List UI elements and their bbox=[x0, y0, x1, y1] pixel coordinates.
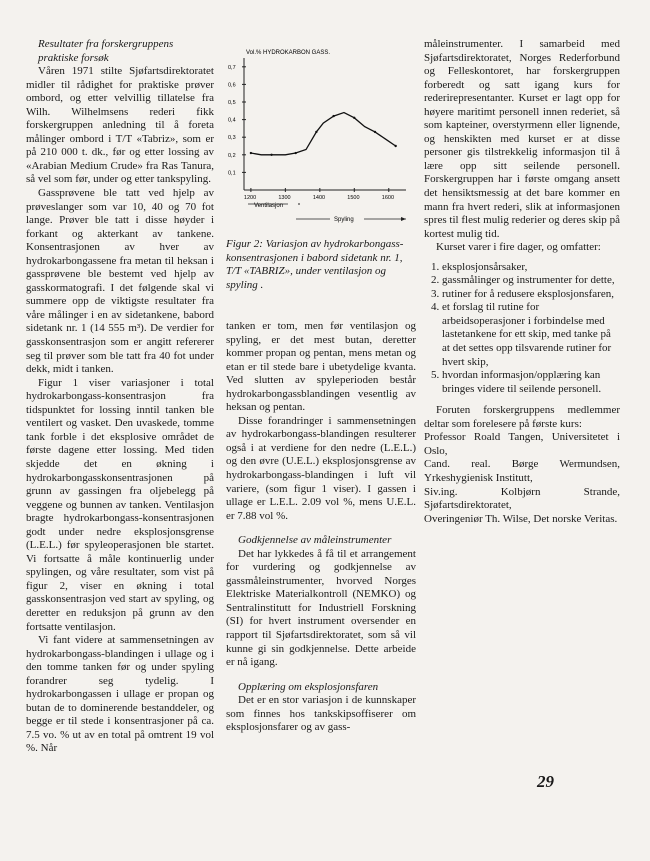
column-3 bbox=[424, 38, 620, 526]
column-1 bbox=[26, 38, 214, 756]
paragraph: Figur 1 viser variasjoner i total hydrokarbongass-konsentrasjon fra tidspunktet for lossing inntil tanken ble ventilert og vasket. Den uvaskede, tomme tank forble i det eksplosive området de første dagene etter lossing. Med tiden skjedde det en økning i hydrokarbongasskonsentrasjonen på grunn av gassingen fra oljebelegg på veggene og bunnen av tanken. Ventilasjon bragte hydrokarbongass-konsentrasjonen godt under nedre eksplosjonsgrense (L.E.L.) før spyleoperasjonen ble startet. Vi fortsatte å måle kontinuerlig under spylingen, og våre resultater, som vist på figur 2, viser en økning i total gasskonsentrasjon ved start av spyling, og deretter en reduksjon på grunn av den fortsatte ventilasjon. bbox=[26, 376, 214, 633]
section-heading: Resultater fra forskergruppens bbox=[38, 38, 174, 50]
section-heading: Godkjennelse av måleinstrumenter bbox=[238, 534, 392, 547]
y-tick-label: 0,1 bbox=[228, 170, 236, 177]
ventilasjon-label: Ventilasjon bbox=[254, 203, 284, 209]
x-tick-label: 1600 bbox=[381, 195, 395, 201]
x-tick-label: 1400 bbox=[312, 195, 326, 201]
list-item: 4. et forslag til rutine for arbeidsoperasjoner i forbindelse med lastetankene for ett skip, med tanke på at det settes opp tilsvarende rutiner for hvert skip, bbox=[442, 301, 620, 369]
data-point bbox=[295, 152, 297, 154]
data-point bbox=[315, 131, 317, 133]
data-point bbox=[270, 154, 272, 156]
y-axis-label: Vol.% HYDROKARBON GASS. bbox=[246, 50, 331, 56]
data-point bbox=[374, 131, 376, 133]
paragraph: måleinstrumenter. I samarbeid med Sjøfartsdirektoratet, Norges Rederforbund og Felleskontoret, har forskergruppen forberedt og satt igang kurs for rederirepresentanter. Kurset er lagt opp for høyere maritimt personell innen rederiet, så som kapteiner, overstyrmenn eller lignende, og henskikten med kurset er at disse personer gis tilstrekkelig informasjon til å lære opp sitt seilende personell. Forskergruppen har i første omgang ansett det hensiktsmessig at det bare kommer en mann fra hvert rederi, slik at informasjonen spres til flest mulig rederier og deres skip på kortest mulig tid. bbox=[424, 38, 620, 240]
paragraph: tanken er tom, men før ventilasjon og spyling, er det mest butan, deretter kommer propan og pentan, mens metan og etan er til stede bare i ubetydelige kvanta. Ved slutten av spyleperioden består hydrokarbongassblandingen vesentlig av heksan og pentan. bbox=[226, 320, 416, 414]
data-point bbox=[394, 145, 396, 147]
paragraph: Disse forandringer i sammensetningen av hydrokarbongass-blandingen resulterer også i at verdiene for den nedre (L.E.L.) og den øvre (U.E.L.) eksplosjonsgrense av hydrokarbongass-blandingen i luft vil variere, (som figur 1 viser). I gassen i ullage er L.E.L. 2.09 vol %, mens U.E.L. er 7.88 vol %. bbox=[226, 414, 416, 522]
column-2 bbox=[226, 320, 416, 735]
y-tick-label: 0,6 bbox=[228, 82, 236, 89]
paragraph: Vi fant videre at sammensetningen av hydrokarbongass-blandingen i ullage og i den tomme tanken før og under spyling forandrer seg tydelig. I hydrokarbongassen i ullage er propan og butan de to dominerende bestanddeler, og begge er til stede i konsentrasjoner på ca. 7.5 vo. % ut av en total på omtrent 19 vol %. Når bbox=[26, 634, 214, 755]
paragraph: Det har lykkedes å få til et arrangement for vurdering og godkjennelse av gassmåleinstrumenter, hvorved Norges Elektriske Materialkontroll (NEMKO) og Sentralinstitutt for Industriell Forskning (SI) for hvert instrument oversender en rapport til Sjøfartsdirektoratet, som så vil kunne gi sin godkjennelse. Dette arbeide er nå igang. bbox=[226, 547, 416, 669]
paragraph: Det er en stor variasjon i de kunnskaper som finnes hos tankskipsoffiserer om eksplosjonsfarer og av gass- bbox=[226, 694, 416, 734]
list-item: 3. rutiner for å redusere eksplosjonsfaren, bbox=[442, 288, 620, 302]
y-tick-label: 0,2 bbox=[228, 152, 236, 159]
lecturer-item: Overingeniør Th. Wilse, Det norske Veritas. bbox=[424, 512, 618, 525]
paragraph: Gassprøvene ble tatt ved hjelp av prøveslanger som var 10, 40 og 70 fot lange. Prøver ble tatt i disse høyder i forkant og akterkant av tankene. Konsentrasjonen av hver av hydrokarbongassene fra metan til heksan i gassprøvene ble bestemt ved hjelp av gasskormatografi. I det følgende skal vi summere opp de viktigste resultater fra våre målinger i en av sidetankene, babord sidetank nr. 1 (14 555 m³). De verdier for gasskonsentrasjon som er angitt refererer seg til prøver som ble tatt fra 40 fot under dekk, midt i tanken. bbox=[26, 187, 214, 376]
data-point bbox=[353, 117, 355, 119]
course-topics-list bbox=[424, 261, 620, 396]
x-tick-label: 1200 bbox=[243, 195, 257, 201]
data-point bbox=[250, 152, 252, 154]
x-tick-label: 1500 bbox=[347, 195, 360, 201]
figure-2 bbox=[226, 38, 416, 233]
list-item: 1. eksplosjonsårsaker, bbox=[442, 261, 620, 275]
section-heading-cont: praktiske forsøk bbox=[38, 51, 109, 64]
page-number: 29 bbox=[537, 772, 554, 791]
y-tick-label: 0,7 bbox=[228, 64, 236, 71]
data-point bbox=[332, 115, 334, 117]
paragraph: Foruten forskergruppens medlemmer deltar som forelesere på første kurs: bbox=[424, 404, 620, 430]
section-heading: Opplæring om eksplosjonsfaren bbox=[238, 680, 379, 693]
x-tick-label: 1300 bbox=[278, 195, 291, 201]
paragraph: Våren 1971 stilte Sjøfartsdirektoratet midler til rådighet for praktiske prøver ombord, og etter velvillig tillatelse fra Wilh. Wilhelmsens rederi fikk forskergruppen anledning til å foreta målinger ombord i T/T «Tabriz», som er på 210 000 t. dk., før og etter lossing av «Arabian Medium Crude» fra Ras Tanura, så vel som før, under og etter tankspyling. bbox=[26, 65, 214, 186]
list-item: 2. gassmålinger og instrumenter for dette, bbox=[442, 274, 620, 288]
spyling-label: Spyling bbox=[334, 217, 354, 223]
lecturer-item: Cand. real. Børge Wermundsen, Yrkeshygienisk Institutt, bbox=[424, 458, 620, 484]
lecturer-item: Professor Roald Tangen, Universitetet i Oslo, bbox=[424, 431, 620, 457]
gas-concentration-chart bbox=[226, 38, 416, 233]
y-tick-label: 0,3 bbox=[228, 135, 236, 142]
y-tick-label: 0,5 bbox=[228, 100, 236, 106]
list-item: 5. hvordan informasjon/opplæring kan bringes videre til seilende personell. bbox=[442, 369, 620, 396]
lecturer-item: Siv.ing. Kolbjørn Strande, Sjøfartsdirektoratet, bbox=[424, 485, 620, 512]
y-tick-label: 0,4 bbox=[228, 117, 236, 124]
figure-caption: Figur 2: Variasjon av hydrokarbongass-konsentrasjonen i babord sidetank nr. 1, T/T «TABRIZ», under ventilasjon og spyling . bbox=[226, 238, 404, 291]
paragraph: Kurset varer i fire dager, og omfatter: bbox=[436, 241, 601, 254]
